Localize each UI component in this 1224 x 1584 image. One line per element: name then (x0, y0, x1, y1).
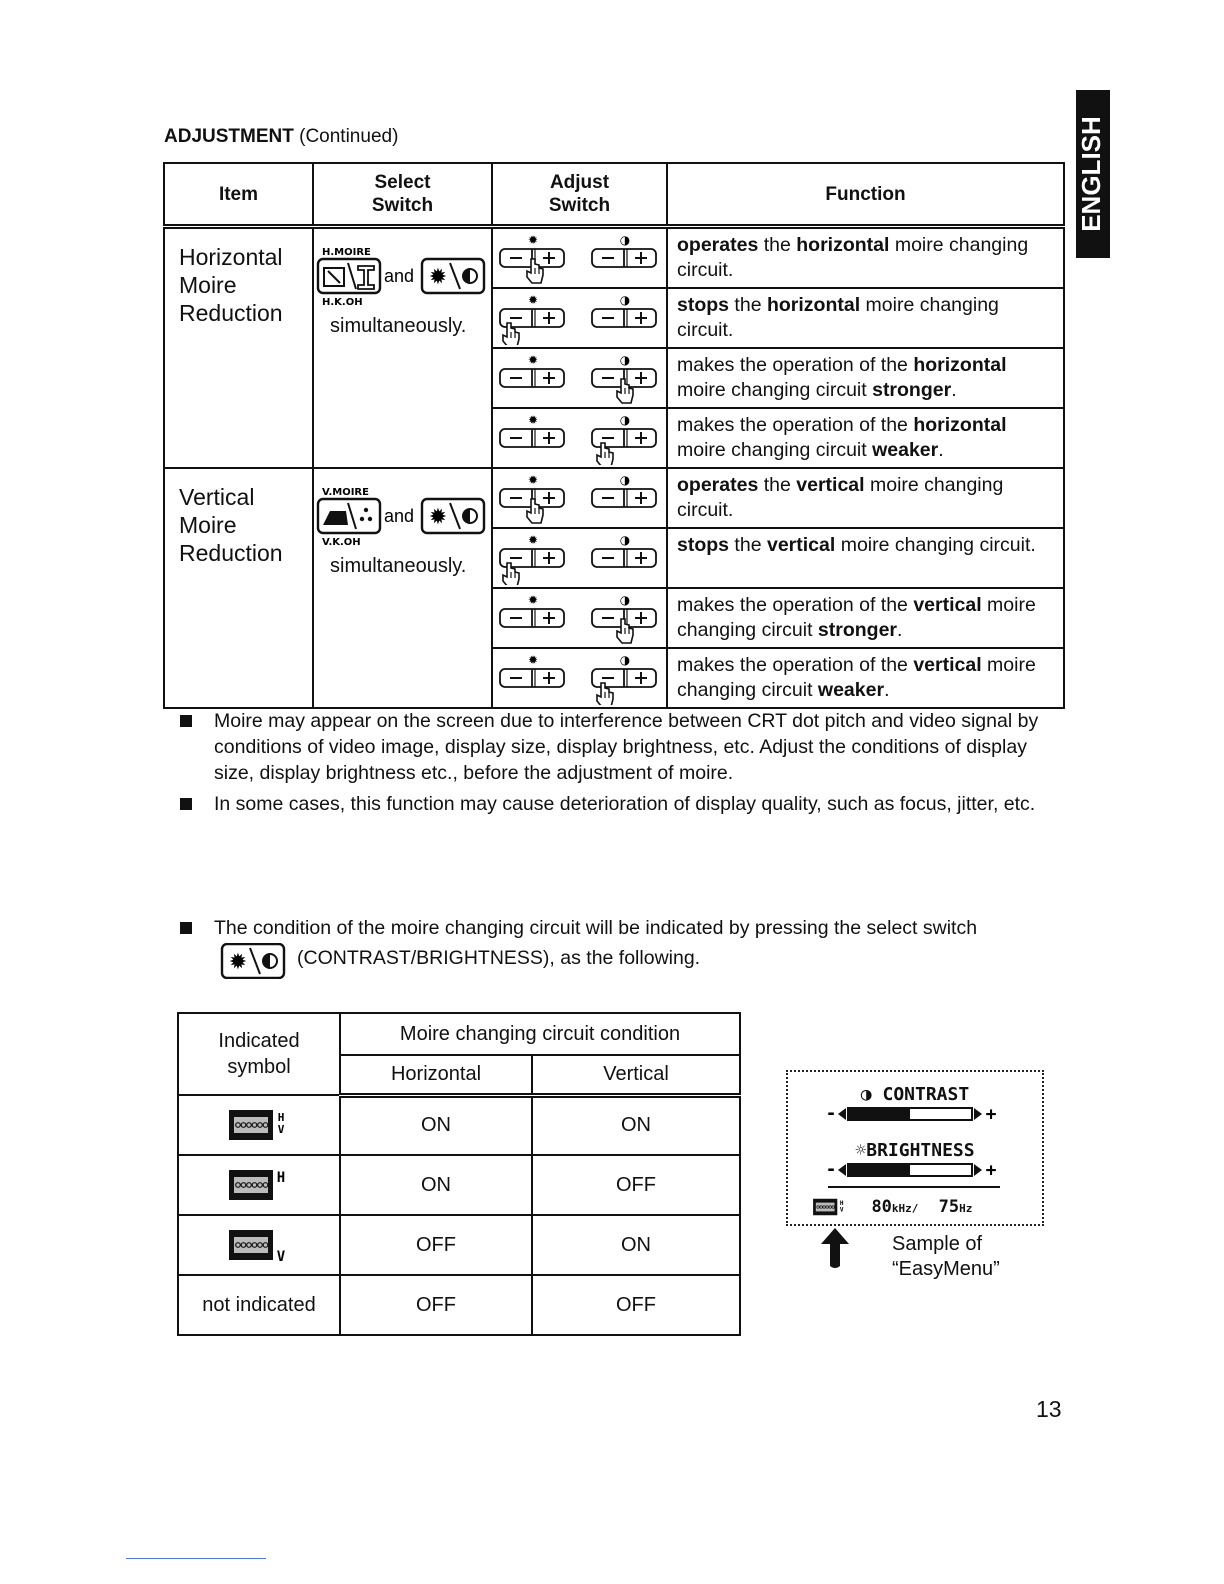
brightness-right-arrow-icon (974, 1164, 982, 1176)
adjust-switch-icon (493, 649, 666, 705)
section-heading-rest: (Continued) (293, 126, 399, 147)
horizontal-cell: ON (340, 1095, 532, 1155)
header-vertical-label: Vertical (603, 1062, 669, 1085)
item-vertical-moire (164, 468, 313, 708)
item-line: Vertical (179, 484, 255, 510)
adjust-switch-icon (493, 469, 666, 525)
brightness-switch-icon (500, 413, 564, 447)
contrast-slider-graphic (788, 1105, 1042, 1123)
function-text-run: makes the operation of the (677, 354, 914, 376)
function-text-run: . (884, 679, 890, 701)
adjust-switch-graphic (493, 589, 668, 645)
function-text (677, 594, 1036, 641)
adjust-switch-cell (492, 528, 667, 588)
brightness-switch-icon (500, 293, 564, 327)
easymenu-sample-screen (786, 1070, 1044, 1226)
brightness-label-row (788, 1140, 1042, 1161)
function-text-emphasis: operates (677, 474, 759, 496)
header-symbol-line1: Indicated (218, 1030, 300, 1052)
language-tab-graphic (1076, 90, 1110, 258)
brightness-switch-icon (500, 593, 564, 627)
function-text-run: moire changing circuit (677, 439, 873, 461)
svg-text:✹: ✹ (428, 505, 448, 530)
moire-condition-table (177, 1012, 739, 1336)
simultaneously-note: simultaneously. (330, 555, 467, 577)
function-text-run: moire changing circuit. (677, 294, 999, 341)
adjust-switch-icon (493, 229, 666, 285)
svg-text:◑: ◑ (619, 593, 631, 607)
moire-v-flag: V (277, 1123, 285, 1136)
contrast-plus: + (985, 1105, 997, 1123)
header-condition (340, 1013, 740, 1055)
function-text-run: . (951, 379, 957, 401)
function-cell (667, 348, 1064, 408)
bullet-square (180, 922, 192, 934)
adjust-switch-cell (492, 408, 667, 468)
caption-line2: “EasyMenu” (892, 1258, 1000, 1280)
select-bottom-label: V.K.OH (322, 537, 361, 548)
function-text-run: moire changing circuit. (677, 234, 1029, 281)
symbol-cell (178, 1215, 340, 1275)
section-heading (164, 126, 398, 148)
contrast-brightness-key-icon (220, 943, 286, 986)
and-label: and (384, 506, 415, 526)
function-text-run: the (758, 474, 797, 496)
svg-text:✹: ✹ (527, 593, 539, 607)
brightness-switch-icon (500, 353, 564, 387)
adjust-switch-graphic (493, 229, 668, 285)
adjust-switch-icon (493, 589, 666, 645)
contrast-brightness-key-icon (222, 944, 284, 978)
function-text-emphasis: stronger (817, 619, 898, 641)
function-text-emphasis: weaker (817, 679, 885, 701)
moire-h-flag: H (277, 1111, 285, 1124)
header-symbol-line2: symbol (227, 1056, 291, 1078)
bullet-square (180, 798, 192, 810)
adjust-switch-graphic (493, 409, 668, 465)
symbol-cell (178, 1155, 340, 1215)
vertical-cell: ON (532, 1215, 740, 1275)
caption-line1: Sample of (892, 1233, 983, 1255)
brightness-icon: ☼ (855, 1140, 867, 1161)
footer-rule (126, 1558, 266, 1559)
brightness-minus: - (825, 1161, 837, 1179)
function-text-emphasis: stops (677, 534, 730, 556)
contrast-switch-icon (592, 533, 656, 567)
moire-indicator-graphic (812, 1196, 847, 1218)
function-text-run: makes the operation of the (677, 654, 914, 676)
moire-h-flag: H (839, 1199, 844, 1207)
function-text (677, 654, 1036, 701)
function-text-emphasis: vertical (913, 594, 982, 616)
function-text (677, 354, 1007, 401)
table-row (164, 468, 1064, 528)
adjust-switch-cell (492, 468, 667, 528)
svg-text:✹: ✹ (527, 473, 539, 487)
function-text-run: moire changing circuit (677, 379, 873, 401)
adjust-switch-cell (492, 588, 667, 648)
function-text-run: moire changing circuit (677, 594, 1036, 641)
header-adjust-switch (492, 163, 667, 227)
function-text-emphasis: horizontal (796, 234, 890, 256)
symbol-cell: not indicated (178, 1275, 340, 1335)
note-text: The condition of the moire changing circuit will be indicated by pressing the select switch (214, 917, 978, 939)
list-item (176, 915, 1066, 941)
contrast-right-arrow-icon (974, 1108, 982, 1120)
inline-key-graphic (220, 943, 286, 979)
note-text: Moire may appear on the screen due to interference between CRT dot pitch and video signal by conditions of video image, display size, display brightness, etc. Adjust the conditions of display size, display brightness etc., before the adjustment of moire. (214, 710, 1039, 784)
adjust-switch-cell (492, 648, 667, 708)
easymenu-caption (892, 1232, 1000, 1282)
header-indicated-symbol (178, 1013, 340, 1095)
moire-status-icon (812, 1197, 847, 1217)
simultaneously-note: simultaneously. (330, 315, 467, 337)
header-select-line1: Select (374, 172, 431, 193)
adjust-switch-graphic (493, 469, 668, 525)
list-item-continued (176, 945, 1066, 975)
adjust-switch-graphic (493, 649, 668, 705)
function-text-emphasis: vertical (796, 474, 865, 496)
vertical-size-key-icon (318, 499, 380, 533)
function-text-emphasis: horizontal (913, 414, 1007, 436)
frequency-vertical-unit: Hz (959, 1202, 973, 1215)
svg-text:✹: ✹ (527, 653, 539, 667)
header-vertical (532, 1055, 740, 1095)
adjust-switch-icon (493, 529, 666, 585)
function-text-run: . (897, 619, 903, 641)
function-cell (667, 528, 1064, 588)
svg-text:◑: ◑ (619, 653, 631, 667)
easymenu-divider (828, 1186, 1000, 1188)
frequency-row (812, 1196, 1032, 1218)
function-text-run: . (938, 439, 944, 461)
function-text-emphasis: stronger (872, 379, 952, 401)
page-number: 13 (1036, 1396, 1062, 1422)
select-switch-horizontal (313, 227, 492, 469)
bullet-square (180, 715, 192, 727)
list-item (176, 791, 1066, 817)
svg-text:✹: ✹ (527, 413, 539, 427)
vertical-cell: OFF (532, 1155, 740, 1215)
function-text-run: the (729, 294, 767, 316)
brightness-slider (788, 1161, 1042, 1179)
note-text: In some cases, this function may cause deterioration of display quality, such as focus, jitter, etc. (214, 793, 1036, 815)
contrast-switch-icon (592, 653, 656, 687)
function-text-run: makes the operation of the (677, 414, 914, 436)
function-text (677, 414, 1007, 461)
brightness-switch-icon (500, 653, 564, 687)
function-text (677, 534, 1036, 556)
brightness-fill (848, 1164, 910, 1176)
adjust-switch-icon (493, 349, 666, 405)
frequency-horizontal-unit: kHz/ (891, 1202, 919, 1215)
function-text-emphasis: horizontal (913, 354, 1007, 376)
item-line: Reduction (179, 540, 283, 566)
svg-text:◑: ◑ (619, 473, 631, 487)
function-text-emphasis: horizontal (766, 294, 861, 316)
contrast-icon: ◑ (860, 1084, 872, 1105)
horizontal-cell: OFF (340, 1275, 532, 1335)
item-line: Moire (179, 512, 237, 538)
adjust-switch-icon (493, 409, 666, 465)
svg-text:◑: ◑ (619, 413, 631, 427)
horizontal-cell: OFF (340, 1215, 532, 1275)
function-text-run: the (758, 234, 797, 256)
function-text-run: moire changing circuit. (677, 474, 1004, 521)
svg-text:◑: ◑ (619, 233, 631, 247)
adjust-switch-graphic (493, 289, 668, 345)
contrast-label-row (788, 1084, 1042, 1105)
moire-indicator-graphic (227, 1165, 291, 1205)
moire-h-flag: H (276, 1170, 286, 1186)
header-function (667, 163, 1064, 227)
moire-indicator-graphic (227, 1225, 291, 1265)
svg-text:✹: ✹ (527, 233, 539, 247)
svg-text:◑: ◑ (619, 533, 631, 547)
adjust-switch-icon (493, 289, 666, 345)
list-item (176, 708, 1066, 786)
vertical-cell: OFF (532, 1275, 740, 1335)
svg-text:✹: ✹ (527, 353, 539, 367)
header-select-line2: Switch (371, 195, 434, 216)
function-text (677, 234, 1028, 281)
table-header-row (164, 163, 1064, 227)
svg-text:✹: ✹ (228, 950, 248, 975)
frequency-horizontal-value: 80 (871, 1197, 892, 1217)
table-row (178, 1215, 740, 1275)
function-cell (667, 227, 1064, 289)
function-text-run: the (729, 534, 767, 556)
function-text-emphasis: vertical (766, 534, 836, 556)
table-header-row (178, 1013, 740, 1055)
moire-indicator-icon (227, 1233, 291, 1265)
horizontal-size-key-icon (318, 259, 380, 293)
select-switch-vertical (313, 468, 492, 708)
brightness-label: BRIGHTNESS (866, 1140, 975, 1161)
function-text-run: makes the operation of the (677, 594, 914, 616)
moire-indicator-graphic (227, 1105, 291, 1145)
function-text-emphasis: weaker (872, 439, 939, 461)
header-adjust-line1: Adjust (549, 172, 610, 193)
brightness-slider-graphic (788, 1161, 1042, 1179)
header-adjust-line2: Switch (548, 195, 611, 216)
adjust-switch-cell (492, 288, 667, 348)
moire-v-flag: V (839, 1206, 844, 1214)
table-row (164, 227, 1064, 289)
header-select-switch (313, 163, 492, 227)
section-heading-bold: ADJUSTMENT (164, 126, 294, 147)
item-line: Reduction (179, 300, 283, 326)
contrast-switch-icon (592, 473, 656, 507)
function-cell (667, 408, 1064, 468)
up-arrow-icon (820, 1228, 850, 1275)
moire-indicator-icon (227, 1170, 291, 1195)
function-cell (667, 468, 1064, 528)
frequency-vertical-value: 75 (938, 1197, 960, 1217)
function-text (677, 474, 1003, 521)
function-text-emphasis: vertical (913, 654, 982, 676)
horizontal-cell: ON (340, 1155, 532, 1215)
item-horizontal-moire (164, 227, 313, 469)
vertical-cell: ON (532, 1095, 740, 1155)
svg-text:◑: ◑ (619, 293, 631, 307)
header-item-label: Item (218, 183, 259, 205)
contrast-left-arrow-icon (838, 1108, 846, 1120)
function-cell (667, 288, 1064, 348)
item-line: Horizontal (179, 244, 283, 270)
adjust-switch-graphic (493, 529, 668, 585)
contrast-switch-icon (592, 233, 656, 267)
contrast-slider (788, 1105, 1042, 1123)
contrast-brightness-key-icon (422, 259, 484, 293)
header-item (164, 163, 313, 227)
moire-adjustment-table (163, 162, 1063, 709)
select-bottom-label: H.K.OH (322, 297, 363, 308)
language-tab-label: ENGLISH (1076, 116, 1106, 232)
contrast-switch-icon (592, 293, 656, 327)
header-horizontal (340, 1055, 532, 1095)
function-text (677, 294, 999, 341)
header-function-label: Function (825, 183, 906, 205)
function-cell (667, 588, 1064, 648)
table-row (178, 1155, 740, 1215)
table-row (178, 1095, 740, 1155)
note-text: (CONTRAST/BRIGHTNESS), as the following. (297, 947, 701, 969)
function-text-emphasis: stops (677, 294, 730, 316)
select-top-label: H.MOIRE (322, 247, 371, 258)
symbol-cell (178, 1095, 340, 1155)
moire-v-flag: V (276, 1249, 286, 1265)
brightness-left-arrow-icon (838, 1164, 846, 1176)
function-cell (667, 648, 1064, 708)
moire-indicator-icon (227, 1113, 291, 1135)
contrast-switch-icon (592, 413, 656, 447)
select-top-label: V.MOIRE (322, 487, 369, 498)
svg-text:✹: ✹ (428, 265, 448, 290)
brightness-plus: + (985, 1161, 997, 1179)
select-switch-graphic (314, 243, 493, 323)
svg-text:◑: ◑ (619, 353, 631, 367)
contrast-minus: - (825, 1105, 837, 1123)
adjust-switch-cell (492, 348, 667, 408)
header-horizontal-label: Horizontal (390, 1062, 482, 1085)
table-row (178, 1275, 740, 1335)
item-line: Moire (179, 272, 237, 298)
contrast-fill (848, 1108, 910, 1120)
svg-text:✹: ✹ (527, 533, 539, 547)
svg-text:✹: ✹ (527, 293, 539, 307)
contrast-brightness-key-icon (422, 499, 484, 533)
function-text-run: moire changing circuit (677, 654, 1036, 701)
header-condition-label: Moire changing circuit condition (399, 1022, 681, 1045)
adjust-switch-cell (492, 227, 667, 289)
language-tab (1076, 90, 1110, 258)
contrast-label: CONTRAST (882, 1084, 970, 1105)
adjust-switch-graphic (493, 349, 668, 405)
function-text-emphasis: operates (677, 234, 759, 256)
select-switch-graphic (314, 483, 493, 563)
function-text-run: moire changing circuit. (835, 534, 1036, 556)
and-label: and (384, 266, 415, 286)
brightness-switch-icon (500, 533, 564, 567)
